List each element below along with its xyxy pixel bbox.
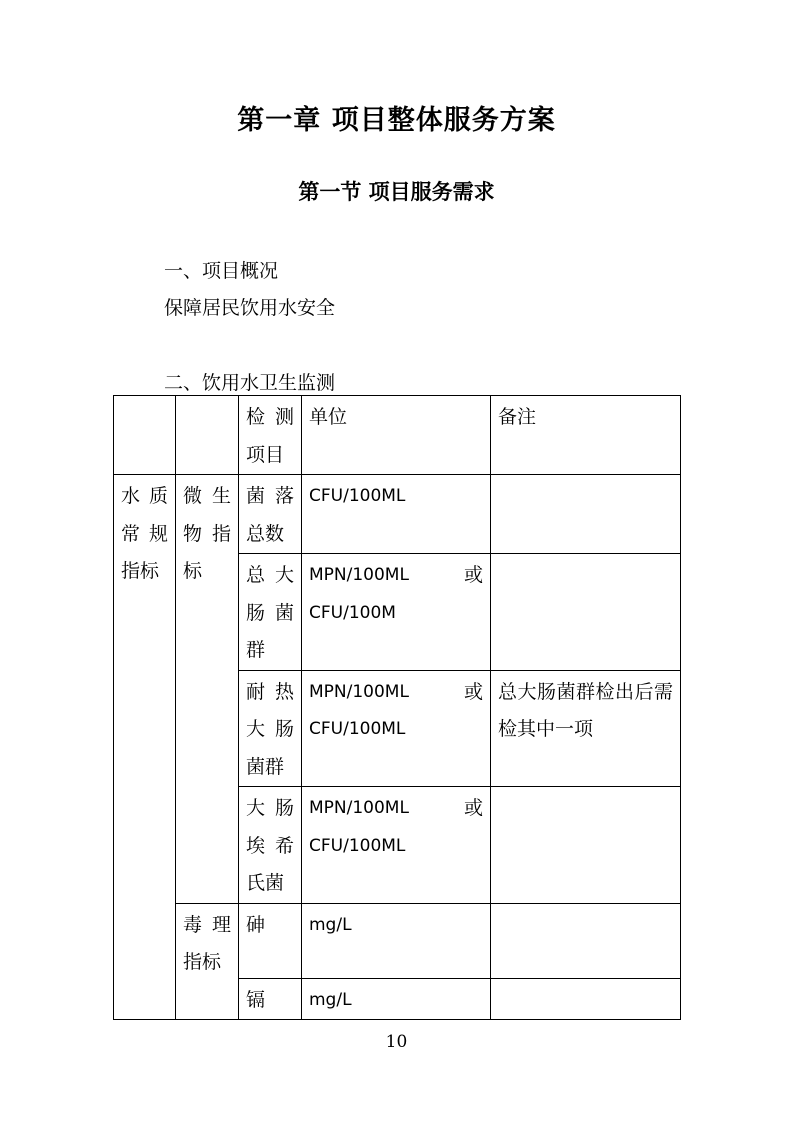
note-cell <box>491 903 681 978</box>
header-cell: 检测项目 <box>239 396 302 475</box>
group-cell: 微生物指标 <box>176 475 239 904</box>
unit-b: CFU/100ML <box>309 835 406 856</box>
overview-text: 保障居民饮用水安全 <box>164 297 336 319</box>
page-number: 10 <box>385 1032 408 1052</box>
unit-cell <box>302 670 491 787</box>
unit-a: MPN/100ML <box>309 681 409 702</box>
section-title: 第一节 项目服务需求 <box>298 179 495 204</box>
unit-a: MPN/100ML <box>309 565 409 585</box>
item-cell: 大肠埃希氏菌 <box>239 787 302 904</box>
monitoring-table <box>113 395 681 1020</box>
note-cell: 总大肠菌群检出后需检其中一项 <box>491 670 681 787</box>
group-cell: 毒理指标 <box>176 903 239 1020</box>
note-cell <box>491 475 681 554</box>
overview-heading: 一、项目概况 <box>164 260 279 282</box>
header-cell <box>114 396 176 475</box>
header-cell <box>176 396 239 475</box>
unit-or: 或 <box>463 564 483 586</box>
note-cell <box>491 978 681 1020</box>
unit-cell <box>302 554 491 671</box>
unit-cell: CFU/100ML <box>302 475 491 554</box>
unit-a: MPN/100ML <box>309 798 409 818</box>
unit-cell: mg/L <box>302 978 491 1020</box>
note-cell <box>491 787 681 904</box>
header-cell: 单位 <box>302 396 491 475</box>
item-cell: 镉 <box>239 978 302 1020</box>
note-cell <box>491 554 681 671</box>
unit-or: 或 <box>463 797 483 819</box>
table-row <box>114 903 681 978</box>
item-cell: 菌落总数 <box>239 475 302 554</box>
table-row <box>114 475 681 554</box>
unit-b: CFU/100M <box>309 602 396 623</box>
item-cell: 总大肠菌群 <box>239 554 302 671</box>
unit-cell <box>302 787 491 904</box>
unit-b: CFU/100ML <box>309 719 406 739</box>
item-cell: 砷 <box>239 903 302 978</box>
unit-cell: mg/L <box>302 903 491 978</box>
chapter-title: 第一章 项目整体服务方案 <box>237 105 556 136</box>
unit-or: 或 <box>463 680 483 703</box>
item-cell: 耐热大肠菌群 <box>239 670 302 787</box>
category-cell: 水质常规指标 <box>114 475 176 1020</box>
table-header-row <box>114 396 681 475</box>
header-cell: 备注 <box>491 396 681 475</box>
monitoring-heading: 二、饮用水卫生监测 <box>164 372 336 394</box>
